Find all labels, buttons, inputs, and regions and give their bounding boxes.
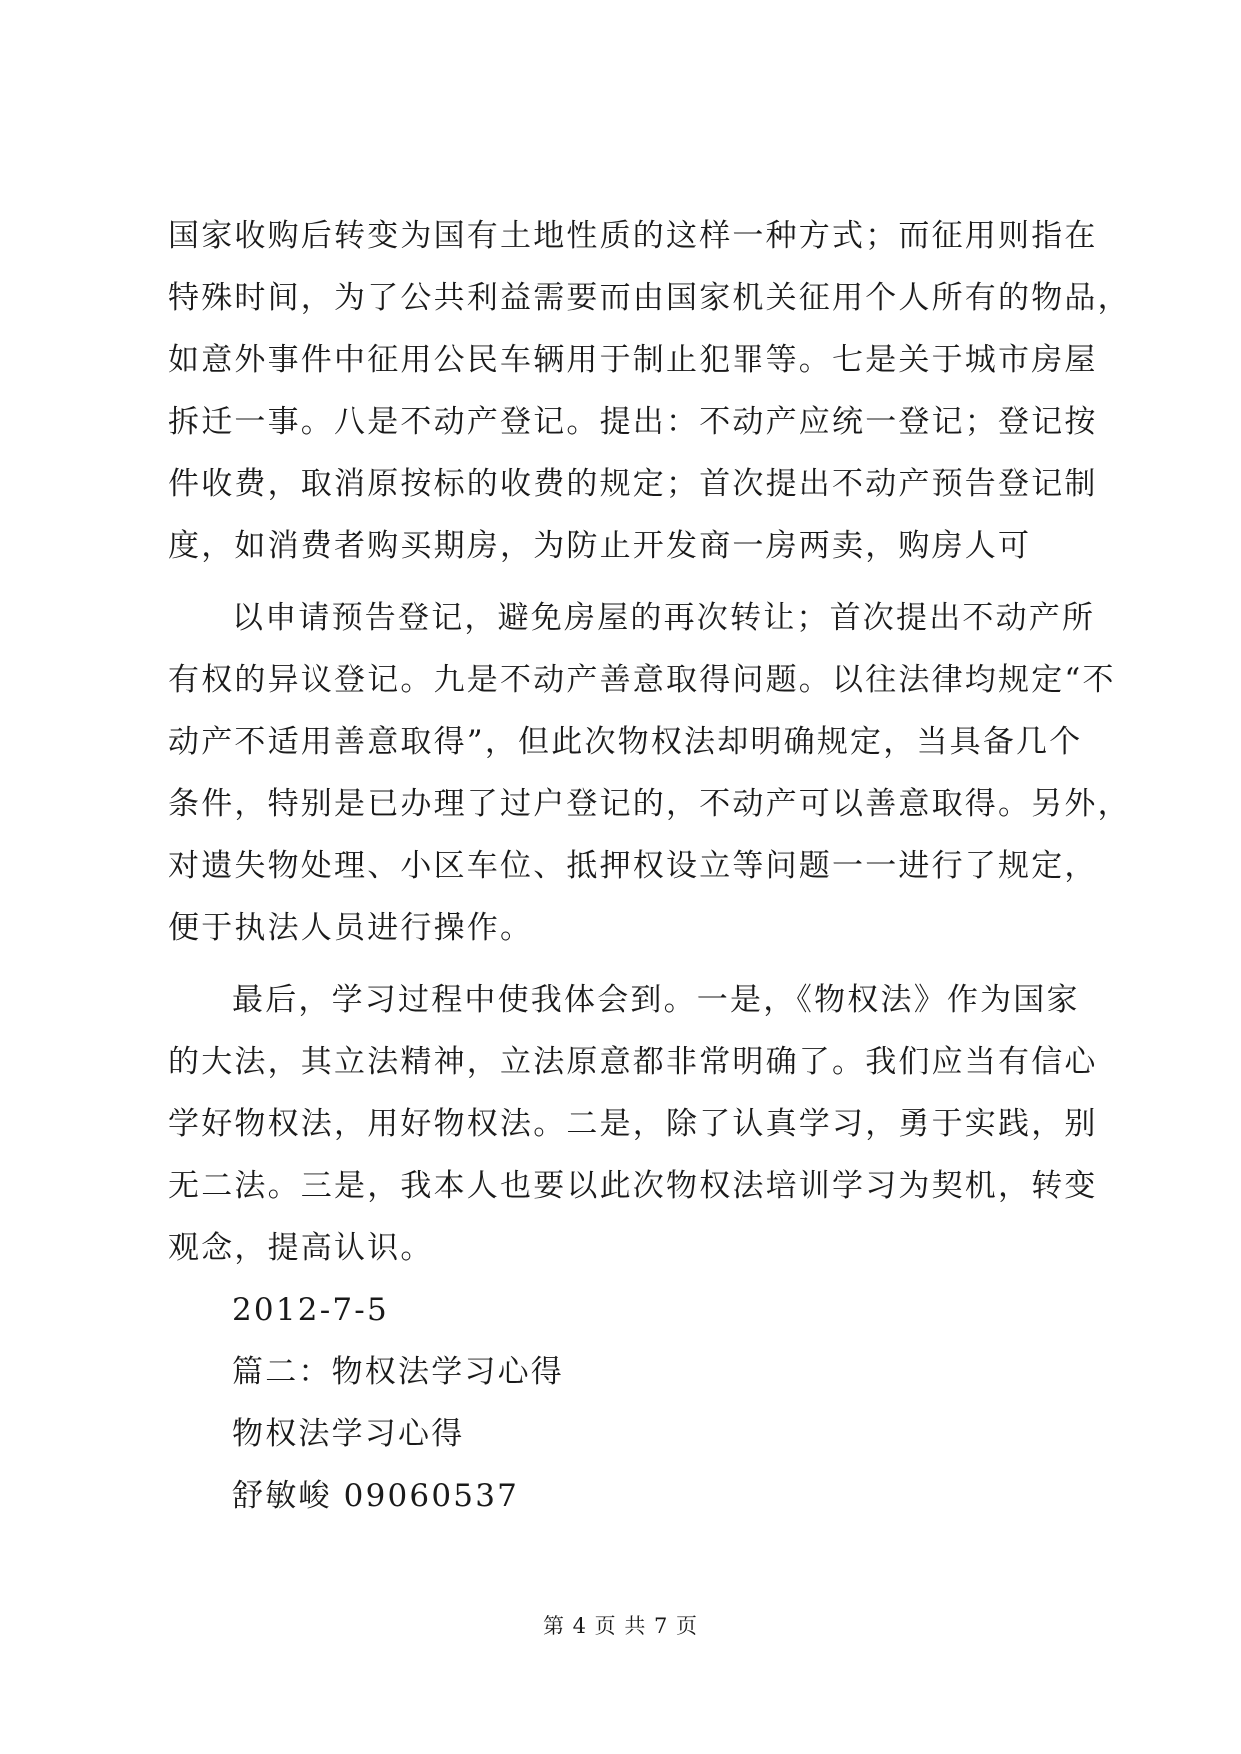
- body-text-line: 拆迁一事。八是不动产登记。提出：不动产应统一登记；登记按: [168, 404, 1098, 440]
- body-text-line: 对遗失物处理、小区车位、抵押权设立等问题一一进行了规定，: [168, 848, 1098, 884]
- body-text-line: 特殊时间，为了公共利益需要而由国家机关征用个人所有的物品，: [168, 280, 1131, 316]
- date-line: 2012-7-5: [232, 1292, 389, 1328]
- body-text-line: 无二法。三是，我本人也要以此次物权法培训学习为契机，转变: [168, 1168, 1098, 1204]
- body-text-line: 便于执法人员进行操作。: [168, 910, 534, 946]
- body-text-line: 件收费，取消原按标的收费的规定；首次提出不动产预告登记制: [168, 466, 1098, 502]
- article-title: 物权法学习心得: [232, 1416, 465, 1452]
- body-text-line: 国家收购后转变为国有土地性质的这样一种方式；而征用则指在: [168, 218, 1098, 254]
- paragraph-start-line: 以申请预告登记，避免房屋的再次转让；首次提出不动产所: [232, 600, 1096, 636]
- body-text-line: 条件，特别是已办理了过户登记的，不动产可以善意取得。另外，: [168, 786, 1131, 822]
- body-text-line: 动产不适用善意取得”，但此次物权法却明确规定，当具备几个: [168, 724, 1083, 760]
- body-text-line: 观念，提高认识。: [168, 1230, 434, 1266]
- body-text-line: 学好物权法，用好物权法。二是，除了认真学习，勇于实践，别: [168, 1106, 1098, 1142]
- body-text-line: 如意外事件中征用公民车辆用于制止犯罪等。七是关于城市房屋: [168, 342, 1098, 378]
- body-text-line: 的大法，其立法精神，立法原意都非常明确了。我们应当有信心: [168, 1044, 1098, 1080]
- author-line: 舒敏峻 09060537: [232, 1478, 520, 1514]
- body-text-line: 度，如消费者购买期房，为防止开发商一房两卖，购房人可: [168, 528, 1032, 564]
- body-text-line: 有权的异议登记。九是不动产善意取得问题。以往法律均规定“不: [168, 662, 1116, 698]
- section-heading: 篇二：物权法学习心得: [232, 1354, 564, 1390]
- paragraph-start-line: 最后，学习过程中使我体会到。一是，《物权法》作为国家: [232, 982, 1080, 1018]
- page-number-footer: 第 4 页 共 7 页: [542, 1614, 699, 1638]
